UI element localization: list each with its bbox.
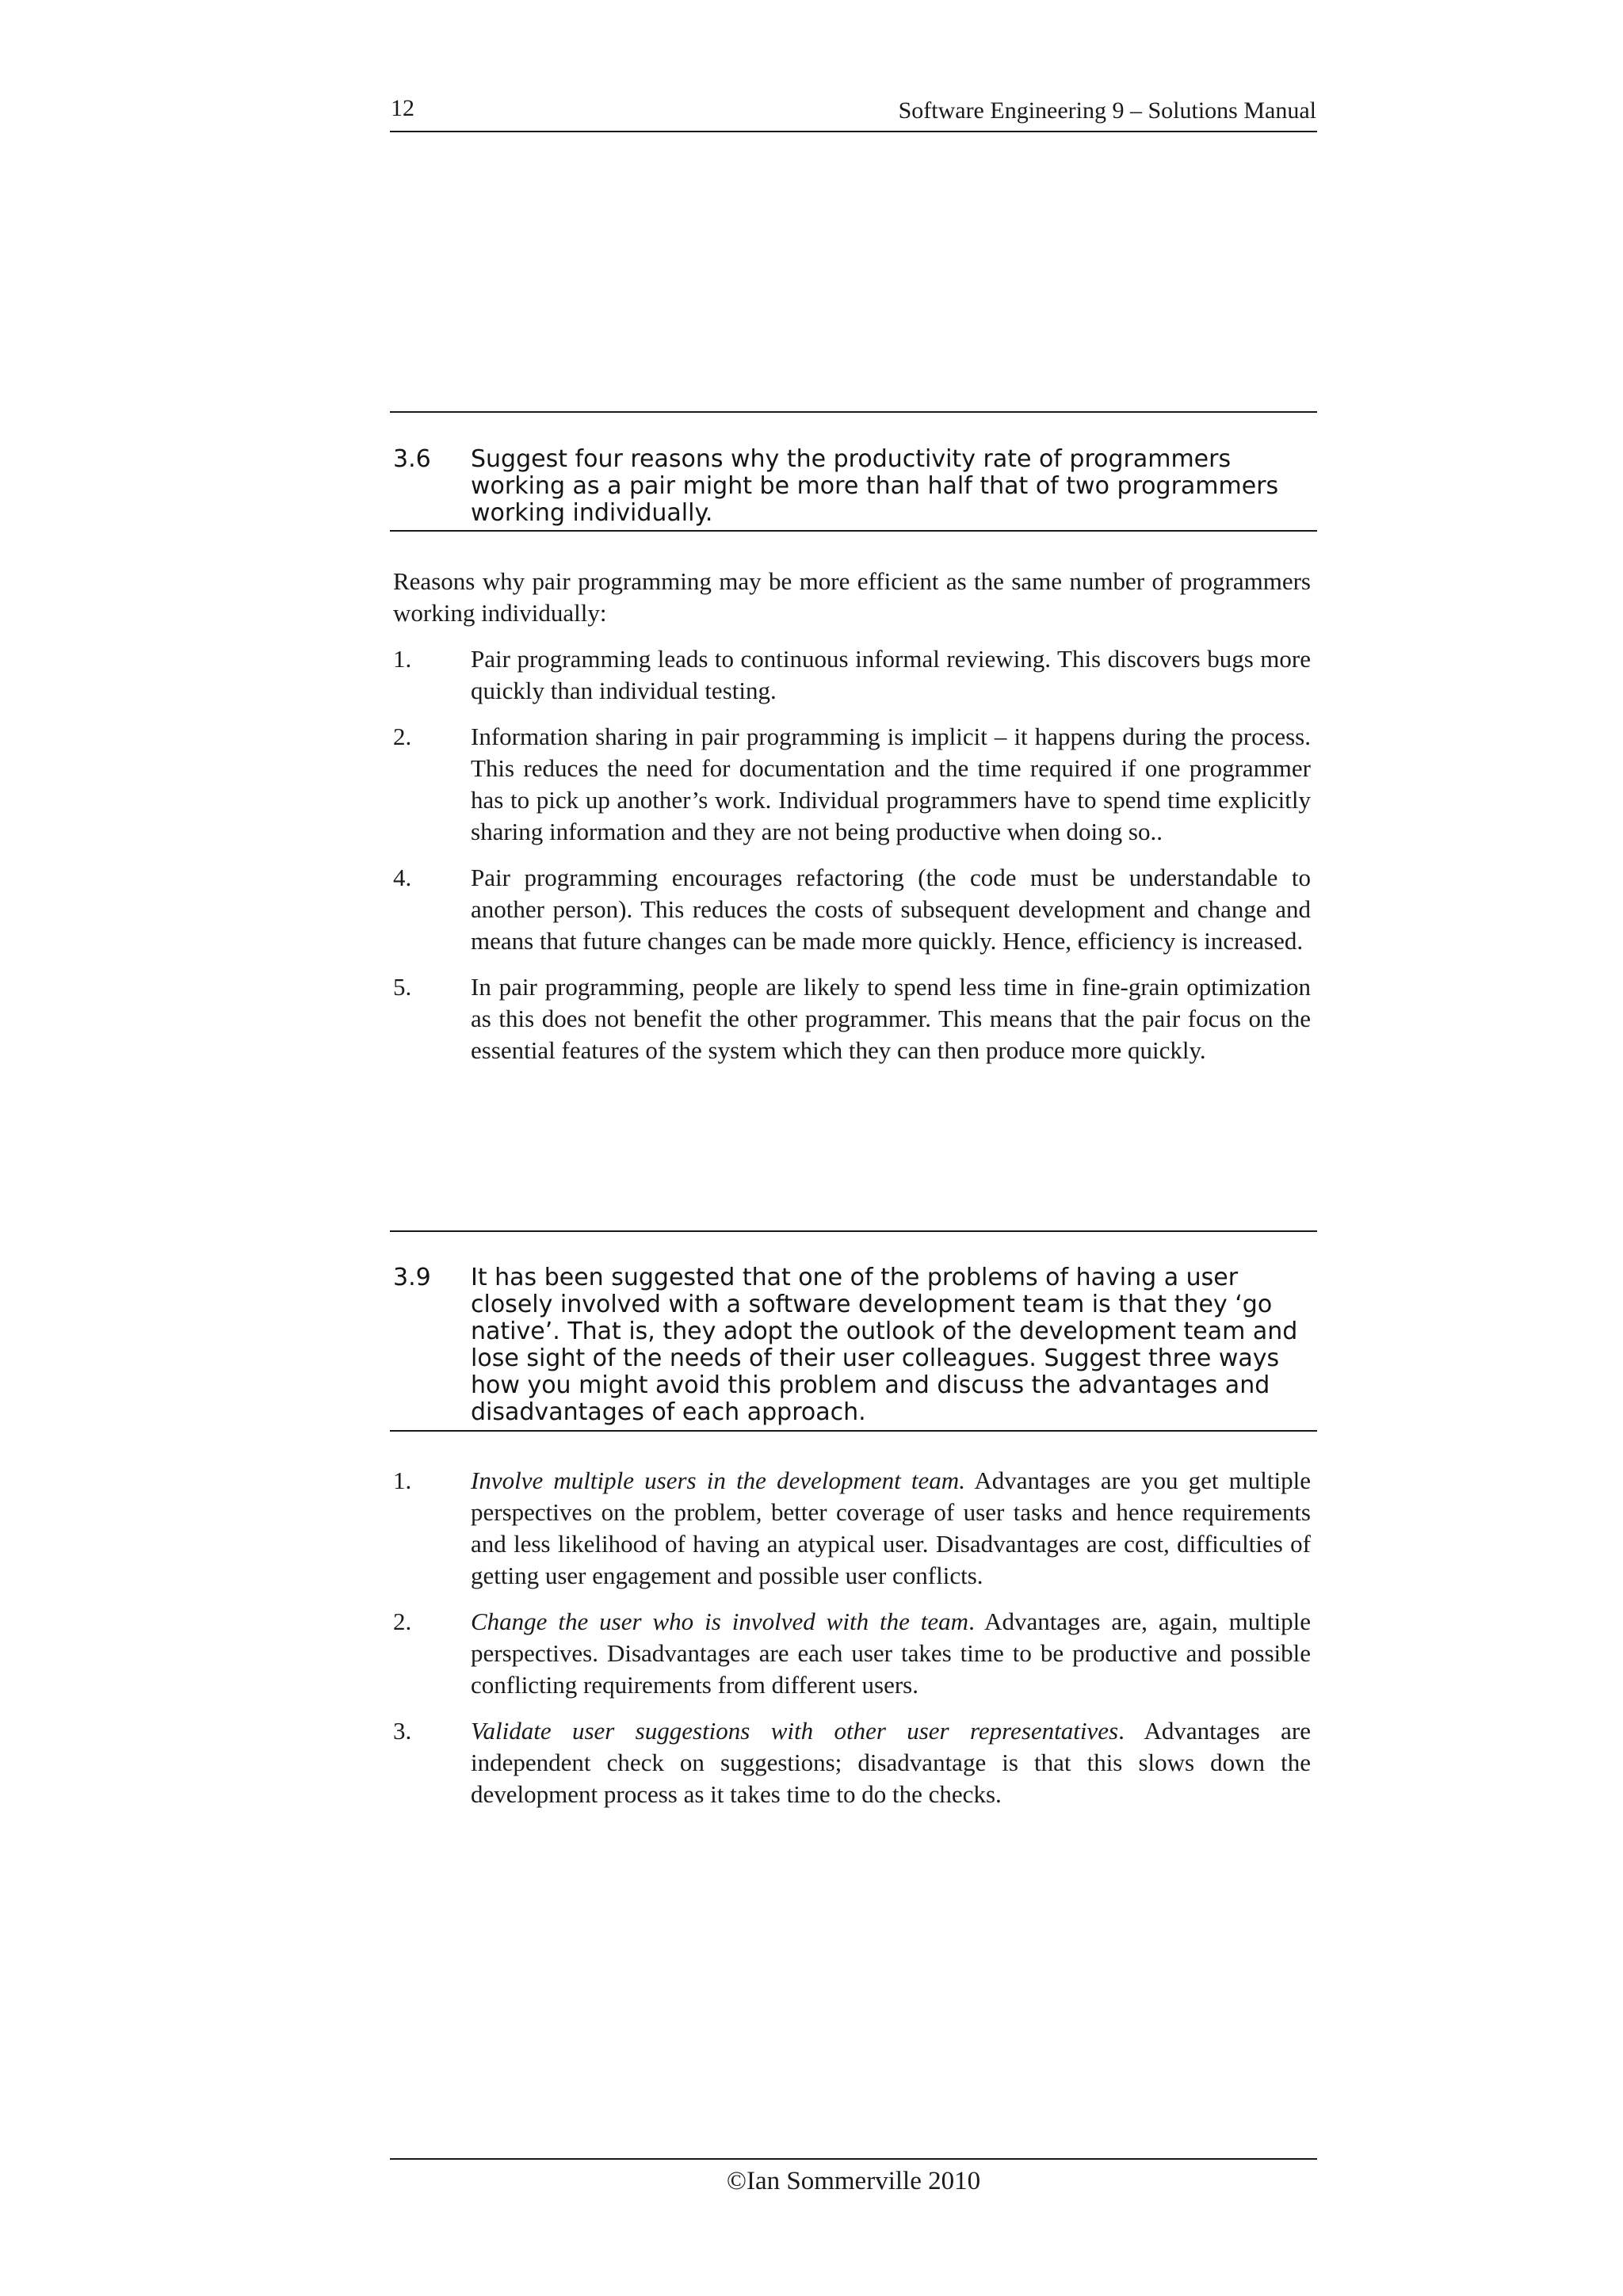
list-item-number: 3.: [393, 1717, 412, 1745]
list-item: [393, 862, 1311, 957]
list-item-number: 5.: [393, 973, 412, 1001]
list-item-text: [471, 1606, 1311, 1701]
list-item: [393, 1715, 1311, 1810]
copyright-footer: ©Ian Sommerville 2010: [726, 2167, 981, 2195]
question-3-6: [393, 446, 1317, 527]
running-title: Software Engineering 9 – Solutions Manual: [898, 97, 1316, 124]
question-text: It has been suggested that one of the problems of having a user closely involved with a software development team is that they ‘go native’. That is, they adopt the outlook of the development team and lose sight of the needs of their user colleagues. Suggest three ways how you might avoid this problem and discuss the advantages and disadvantages of each approach.: [471, 1264, 1298, 1426]
list-item-number: 2.: [393, 1608, 412, 1635]
list-item-body: Advantages are you get multiple perspectives on the problem, better coverage of user tasks and hence requirements and less likelihood of having an atypical user. Disadvantages are cost, difficulties of getting user engagement and possible user conflicts.: [471, 1466, 1311, 1589]
question-number: 3.6: [393, 445, 431, 473]
question-text: Suggest four reasons why the productivity rate of programmers working as a pair might be more than half that of two programmers working individually.: [471, 445, 1279, 527]
list-item-text: [471, 1465, 1311, 1592]
list-item: [393, 721, 1311, 848]
list-item-number: 1.: [393, 1466, 412, 1494]
list-item-text: Pair programming encourages refactoring (the code must be understandable to another person). This reduces the costs of subsequent development and change and means that future changes can be made more quickly. Hence, efficiency is increased.: [471, 864, 1311, 955]
list-item: [393, 971, 1311, 1066]
list-item-number: 2.: [393, 723, 412, 750]
question-3-9: [393, 1264, 1317, 1426]
list-item-lead: Involve multiple users in the development team.: [471, 1466, 965, 1494]
list-item-number: 4.: [393, 864, 412, 891]
list-item: [393, 1606, 1311, 1701]
list-item-text: Information sharing in pair programming is implicit – it happens during the process. This reduces the need for documentation and the time required if one programmer has to pick up another’s work. Individual programmers have to spend time explicitly sharing information and they are not being productive when doing so..: [471, 723, 1311, 845]
footer-rule: [390, 2158, 1317, 2160]
question-rule-top: [390, 1230, 1317, 1232]
list-item-lead: Validate user suggestions with other user representatives: [471, 1717, 1119, 1745]
question-rule-bottom: [390, 1430, 1317, 1432]
page-number: 12: [391, 95, 414, 121]
answer-3-9-list: [393, 1465, 1311, 1825]
list-item-text: In pair programming, people are likely to spend less time in fine-grain optimization as this does not benefit the other programmer. This means that the pair focus on the essential features of the system which they can then produce more quickly.: [471, 973, 1311, 1064]
header-rule: [390, 131, 1317, 132]
list-item-text: [471, 1715, 1311, 1810]
list-item-body: . Advantages are, again, multiple perspectives. Disadvantages are each user takes time to be productive and possible conflicting requirements from different users.: [471, 1608, 1311, 1699]
list-item: [393, 643, 1311, 707]
question-rule-top: [390, 411, 1317, 413]
list-item-number: 1.: [393, 645, 412, 673]
answer-3-6-list: [393, 643, 1311, 1081]
list-item: [393, 1465, 1311, 1592]
question-number: 3.9: [393, 1264, 431, 1291]
list-item-text: Pair programming leads to continuous informal reviewing. This discovers bugs more quickly than individual testing.: [471, 645, 1311, 704]
answer-intro: Reasons why pair programming may be more efficient as the same number of programmers working individually:: [393, 567, 1311, 627]
list-item-lead: Change the user who is involved with the team: [471, 1608, 969, 1635]
list-item-body: . Advantages are independent check on suggestions; disadvantage is that this slows down the development process as it takes time to do the checks.: [471, 1717, 1311, 1808]
question-rule-bottom: [390, 530, 1317, 532]
